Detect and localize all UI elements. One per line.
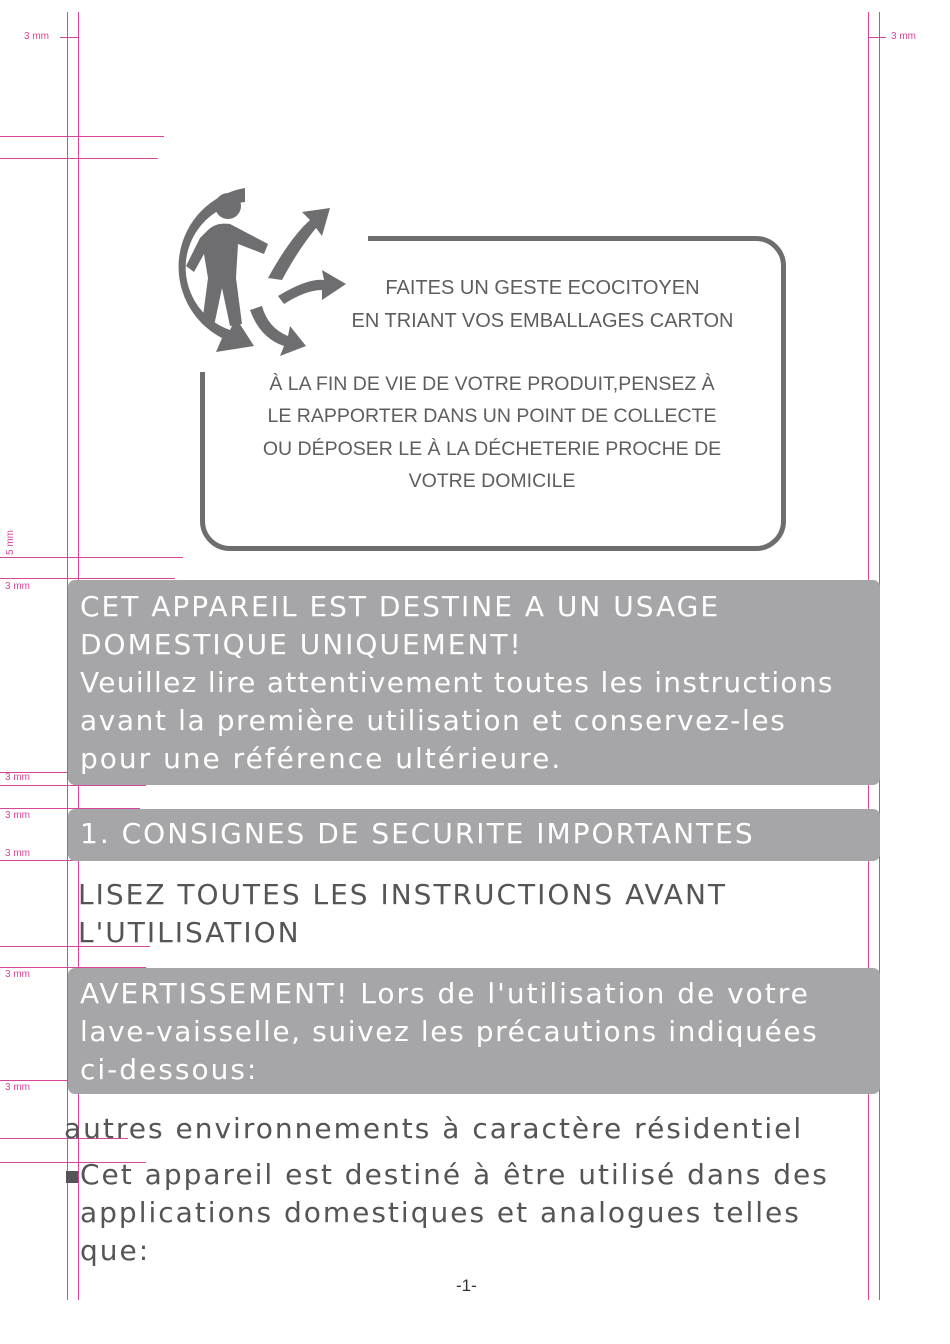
- domestic-banner-line5: pour une référence ultérieure.: [80, 742, 563, 775]
- domestic-banner-line3: Veuillez lire attentivement toutes les instructions: [80, 666, 834, 699]
- eco-body-line4: VOTRE DOMICILE: [408, 470, 576, 492]
- margin-label: 3 mm: [5, 810, 30, 821]
- eco-body-line3: OU DÉPOSER LE À LA DÉCHETERIE PROCHE DE: [262, 438, 722, 460]
- margin-label: 5 mm: [5, 530, 16, 555]
- guide-top-right: [868, 37, 886, 38]
- domestic-banner-line2: DOMESTIQUE UNIQUEMENT!: [80, 628, 523, 661]
- guide-h1: [0, 136, 164, 137]
- read-instructions-line2: L'UTILISATION: [78, 916, 301, 949]
- margin-label: 3 mm: [891, 31, 916, 42]
- margin-label: 3 mm: [5, 772, 30, 783]
- margin-label: 3 mm: [5, 848, 30, 859]
- margin-label: 3 mm: [5, 969, 30, 980]
- eco-heading-line2: EN TRIANT VOS EMBALLAGES CARTON: [351, 310, 734, 332]
- guide-h6: [0, 785, 146, 786]
- eco-body-line1: À LA FIN DE VIE DE VOTRE PRODUIT,PENSEZ À: [269, 373, 715, 395]
- eco-heading-line1: FAITES UN GESTE ECOCITOYEN: [385, 277, 700, 299]
- bullet-square-icon: [66, 1171, 78, 1183]
- guide-h4: [0, 578, 175, 579]
- page-number: -1-: [456, 1276, 477, 1295]
- warning-line1: AVERTISSEMENT! Lors de l'utilisation de votre: [80, 977, 810, 1010]
- domestic-banner-line1: CET APPAREIL EST DESTINE A UN USAGE: [80, 590, 721, 623]
- section-heading: 1. CONSIGNES DE SECURITE IMPORTANTES: [80, 817, 755, 850]
- guide-h2: [0, 158, 158, 159]
- eco-body-line2: LE RAPPORTER DANS UN POINT DE COLLECTE: [267, 405, 717, 427]
- guide-top-left: [60, 37, 78, 38]
- margin-label: 3 mm: [5, 581, 30, 592]
- margin-label: 3 mm: [5, 1082, 30, 1093]
- domestic-banner-line4: avant la première utilisation et conservez-les: [80, 704, 787, 737]
- read-instructions-line1: LISEZ TOUTES LES INSTRUCTIONS AVANT: [78, 878, 728, 911]
- warning-line2: lave-vaisselle, suivez les précautions indiquées: [80, 1015, 819, 1048]
- guide-h3: [0, 557, 183, 558]
- margin-label: 3 mm: [24, 31, 49, 42]
- bullet-line3: que:: [80, 1234, 151, 1267]
- bullet-line2: applications domestiques et analogues telles: [80, 1196, 801, 1229]
- warning-line3: ci-dessous:: [80, 1053, 259, 1086]
- overlapping-text-line: autres environnements à caractère résidentiel: [64, 1112, 804, 1145]
- bullet-line1: Cet appareil est destiné à être utilisé dans des: [80, 1158, 829, 1191]
